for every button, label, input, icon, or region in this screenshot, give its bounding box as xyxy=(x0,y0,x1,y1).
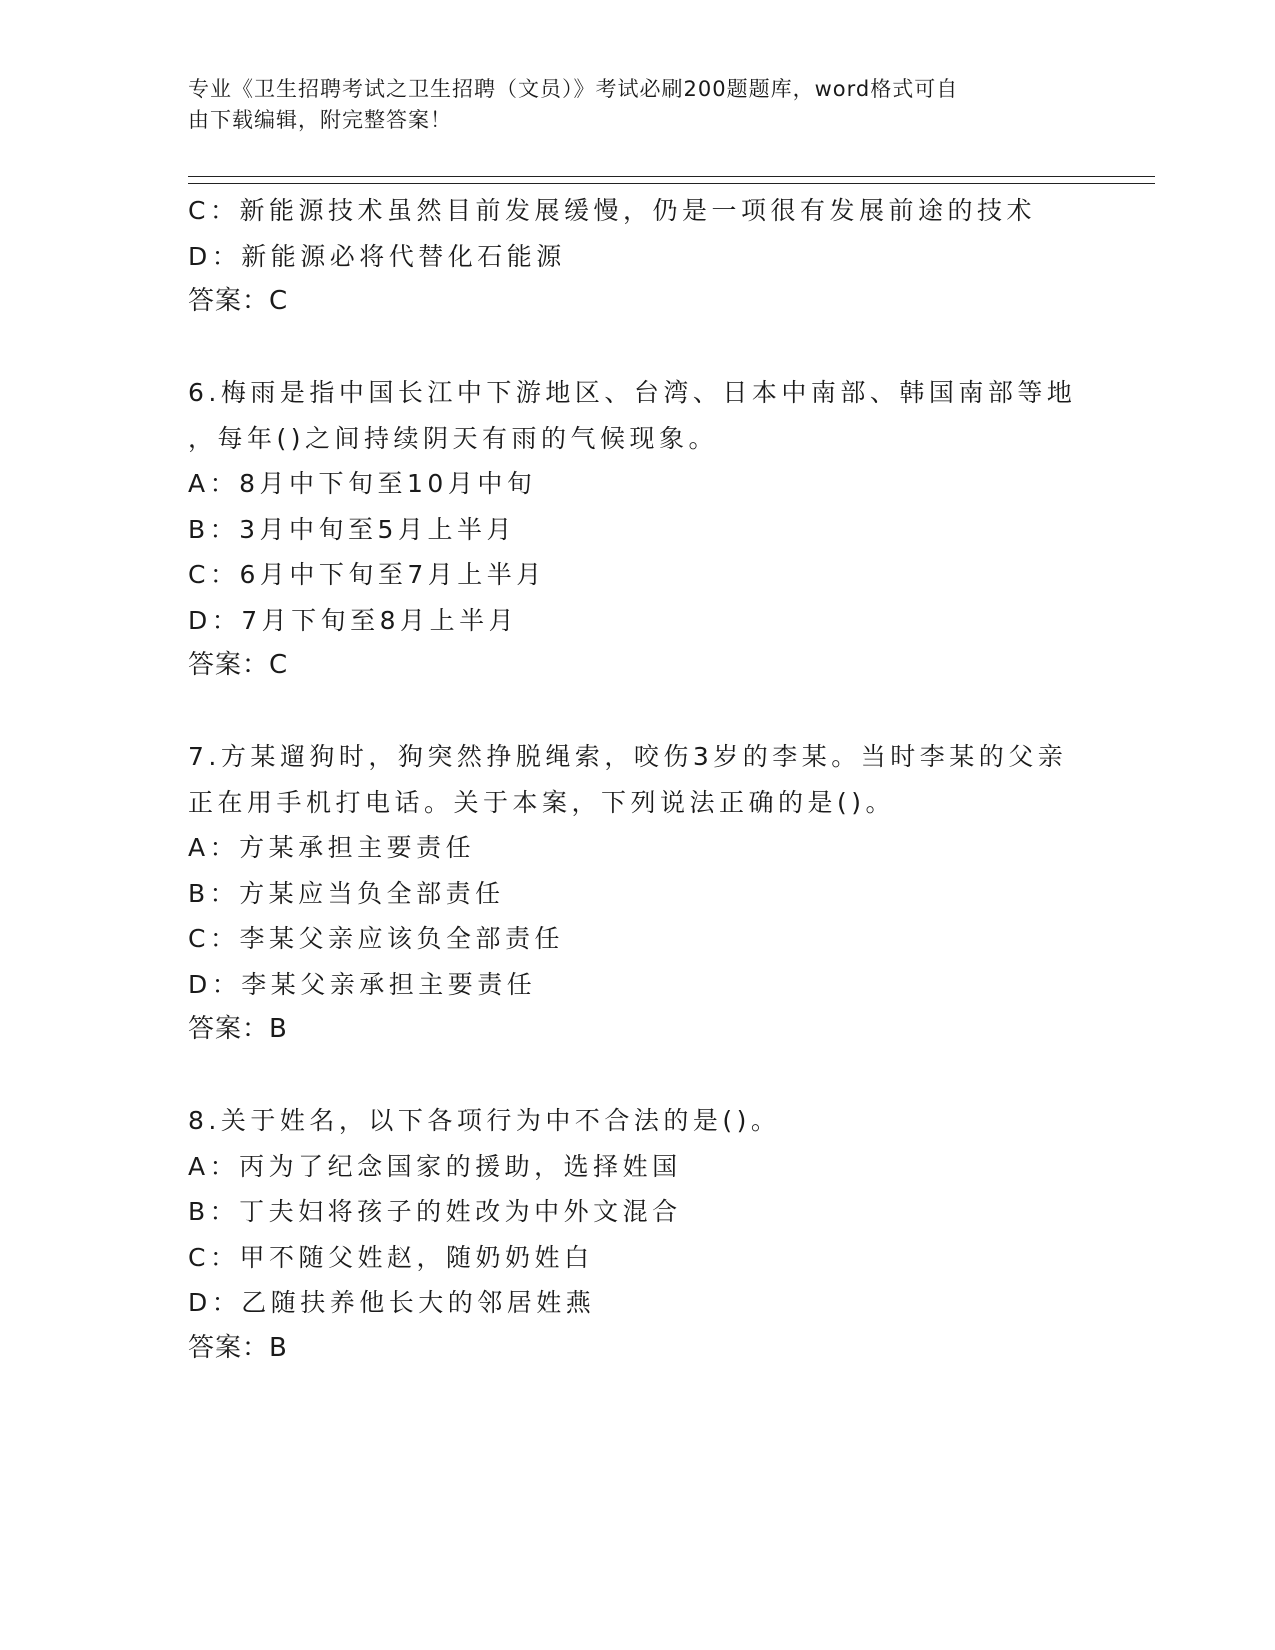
answer: 答案：B xyxy=(188,1014,288,1044)
question-6-stem-cont: ，每年()之间持续阴天有雨的气候现象。 xyxy=(188,423,719,453)
question-8-stem: 8.关于姓名，以下各项行为中不合法的是()。 xyxy=(188,1106,781,1135)
option-d: D：乙随扶养他长大的邻居姓燕 xyxy=(188,1288,596,1317)
option-d: D：李某父亲承担主要责任 xyxy=(188,969,537,999)
option-c: C：甲不随父姓赵，随奶奶姓白 xyxy=(188,1242,594,1272)
spacer xyxy=(188,1053,1088,1099)
option-c: C：6月中下旬至7月上半月 xyxy=(188,560,546,589)
option-a: A：方某承担主要责任 xyxy=(188,833,476,862)
question-7-stem-cont: 正在用手机打电话。关于本案，下列说法正确的是()。 xyxy=(188,787,896,817)
document-header xyxy=(188,74,1068,136)
header-line-2: 由下载编辑，附完整答案！ xyxy=(188,108,452,132)
option-c: C：新能源技术虽然目前发展缓慢，仍是一项很有发展前途的技术 xyxy=(188,196,1036,225)
header-divider-top xyxy=(188,176,1155,177)
question-6-stem: 6.梅雨是指中国长江中下游地区、台湾、日本中南部、韩国南部等地 xyxy=(188,378,1077,407)
option-d: D：新能源必将代替化石能源 xyxy=(188,241,566,271)
option-b: B：方某应当负全部责任 xyxy=(188,878,505,908)
spacer xyxy=(188,689,1088,735)
header-divider-bottom xyxy=(188,183,1155,184)
answer: 答案：C xyxy=(188,286,289,316)
answer: 答案：C xyxy=(188,650,289,680)
option-b: B：3月中旬至5月上半月 xyxy=(188,514,516,544)
question-7-stem: 7.方某遛狗时，狗突然挣脱绳索，咬伤3岁的李某。当时李某的父亲 xyxy=(188,742,1068,771)
question-list xyxy=(188,188,1088,1371)
header-line-1: 专业《卫生招聘考试之卫生招聘（文员）》考试必刷200题题库，word格式可自 xyxy=(188,77,959,101)
option-c: C：李某父亲应该负全部责任 xyxy=(188,924,564,953)
option-a: A：8月中下旬至10月中旬 xyxy=(188,469,537,498)
option-b: B：丁夫妇将孩子的姓改为中外文混合 xyxy=(188,1197,682,1226)
option-d: D：7月下旬至8月上半月 xyxy=(188,605,519,635)
answer: 答案：B xyxy=(188,1332,288,1363)
option-a: A：丙为了纪念国家的援助，选择姓国 xyxy=(188,1151,682,1181)
spacer xyxy=(188,325,1088,371)
